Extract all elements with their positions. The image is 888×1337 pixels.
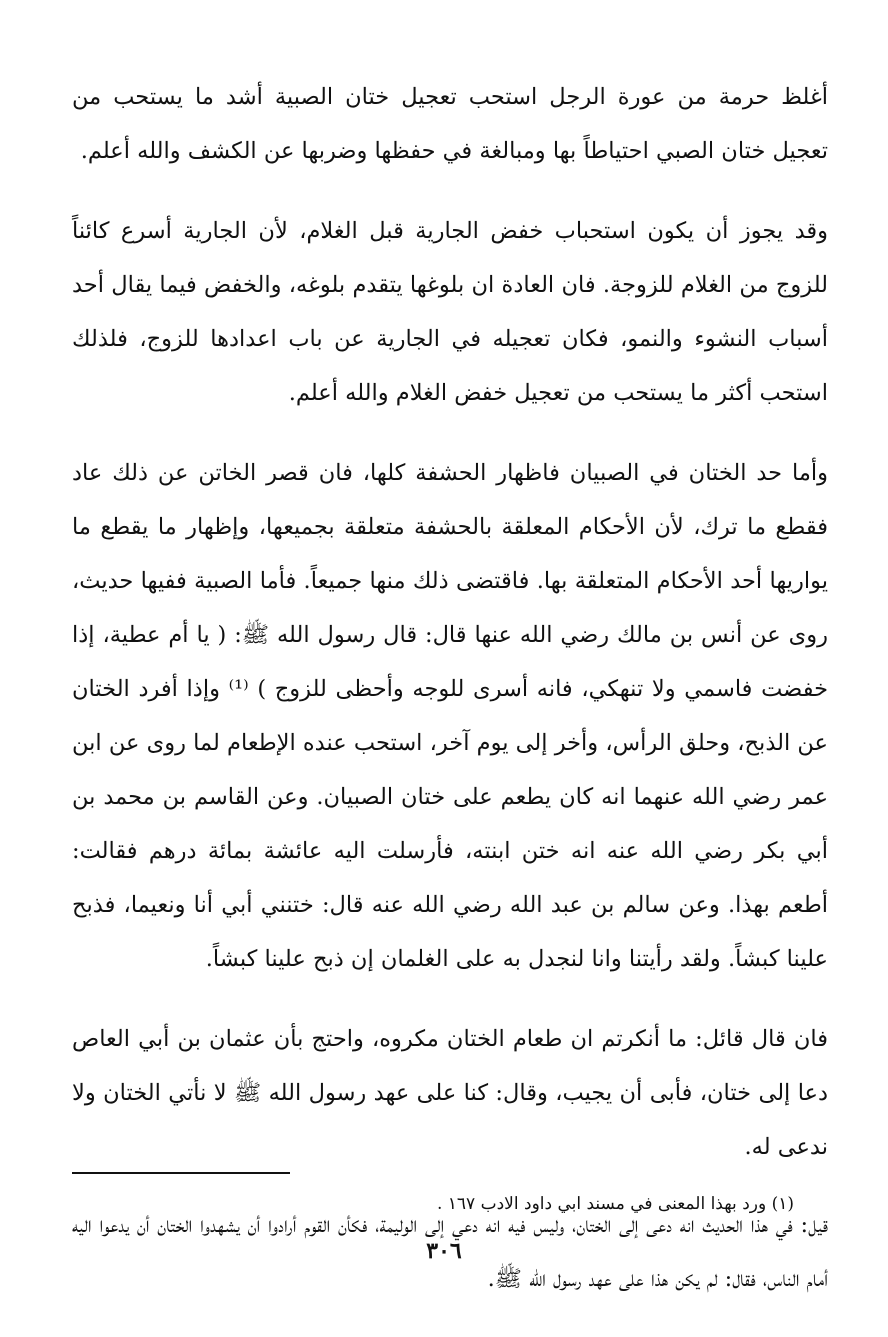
paragraph-2: وقد يجوز أن يكون استحباب خفض الجارية قبل الغلام، لأن الجارية أسرع كائناً للزوج من الغلام للزوجة. فان العادة ان بلوغها يتقدم بلوغه، والخفض فيما يقال أحد أسباب النشوء والنمو، فكان تعجيله في الجارية عن باب اعدادها للزوج، فلذلك استحب أكثر ما يستحب من تعجيل خفض الغلام والله أعلم. — [72, 218, 828, 406]
paragraph-3: وأما حد الختان في الصبيان فاظهار الحشفة كلها، فان قصر الخاتن عن ذلك عاد فقطع ما ترك، لأن الأحكام المعلقة بالحشفة متعلقة بجميعها، وإظهار ما يقطع ما يواريها أحد الأحكام المتعلقة بها. فاقتضى ذلك منها جميعاً. فأما الصبية ففيها حديث، روى عن أنس بن مالك رضي الله عنها قال: قال رسول الله ﷺ: ( يا أم عطية، إذا خفضت فاسمي ولا تنهكي، فانه أسرى للوجه وأحظى للزوج ) ⁽¹⁾ وإذا أفرد الختان عن الذبح، وحلق الرأس، وأخر إلى يوم آخر، استحب عنده الإطعام لما روى عن ابن عمر رضي الله عنهما انه كان يطعم على ختان الصبيان. وعن القاسم بن محمد بن أبي بكر رضي الله عنه انه ختن ابنته، فأرسلت اليه عائشة بمائة درهم فقالت: أطعم بهذا. وعن سالم بن عبد الله رضي الله عنه قال: ختنني أبي أنا ونعيما، فذبح علينا كبشاً. ولقد رأيتنا وانا لنجدل به على الغلمان إن ذبح علينا كبشاً. — [72, 460, 828, 972]
footnote-divider — [72, 1172, 290, 1174]
page-body — [72, 70, 828, 1306]
paragraph-5: قيل: في هذا الحديث انه دعى إلى الختان، وليس فيه انه دعي إلى الوليمة، فكأن القوم أرادوا أن يشهدوا الختان أن يدعوا اليه أمام الناس، فقال: لم يكن هذا على عهد رسول الله ﷺ. — [72, 1212, 828, 1292]
paragraph-1: أغلظ حرمة من عورة الرجل استحب تعجيل ختان الصبية أشد ما يستحب من تعجيل ختان الصبي احتياطاً بها ومبالغة في حفظها وضربها عن الكشف والله أعلم. — [72, 84, 828, 164]
paragraph-4: فان قال قائل: ما أنكرتم ان طعام الختان مكروه، واحتج بأن عثمان بن أبي العاص دعا إلى ختان، فأبى أن يجيب، وقال: كنا على عهد رسول الله ﷺ لا نأتي الختان ولا ندعى له. — [72, 1026, 828, 1160]
page-number: ٣٠٦ — [426, 1238, 462, 1264]
footnote: (١) ورد بهذا المعنى في مسند ابي داود الادب ١٦٧ . — [436, 1194, 794, 1214]
